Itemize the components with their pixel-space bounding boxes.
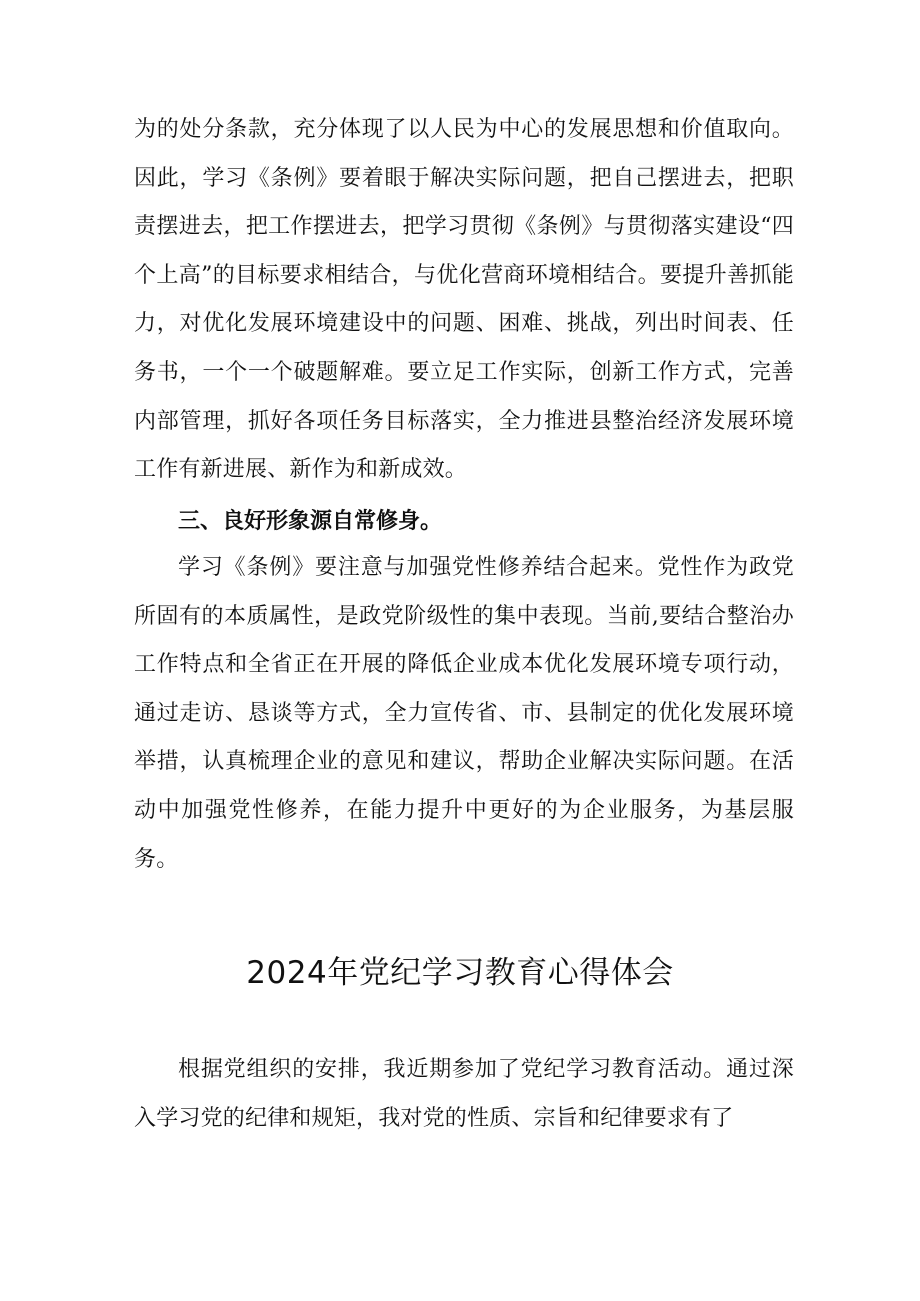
body-paragraph-party-spirit: 学习《条例》要注意与加强党性修养结合起来。党性作为政党所固有的本质属性，是政党阶级性的集中表现。当前,要结合整治办工作特点和全省正在开展的降低企业成本优化发展环境专项行动，通过走访、恳谈等方式，全力宣传省、市、县制定的优化发展环境举措，认真梳理企业的意见和建议，帮助企业解决实际问题。在活动中加强党性修养，在能力提升中更好的为企业服务，为基层服务。	[134, 555, 794, 872]
body-paragraph-continued: 为的处分条款，充分体现了以人民为中心的发展思想和价值取向。因此，学习《条例》要着眼于解决实际问题，把自己摆进去，把职责摆进去，把工作摆进去，把学习贯彻《条例》与贯彻落实建设“四个上高”的目标要求相结合，与优化营商环境相结合。要提升善抓能力，对优化发展环境建设中的问题、困难、挑战，列出时间表、任务书，一个一个破题解难。要立足工作实际，创新工作方式，完善内部管理，抓好各项任务目标落实，全力推进县整治经济发展环境工作有新进展、新作为和新成效。	[134, 117, 794, 483]
section-heading-three: 三、良好形象源自常修身。	[178, 509, 443, 534]
body-paragraph-intro: 根据党组织的安排，我近期参加了党纪学习教育活动。通过深入学习党的纪律和规矩，我对党的性质、宗旨和纪律要求有了	[134, 1057, 794, 1131]
document-title: 2024年党纪学习教育心得体会	[246, 955, 674, 991]
